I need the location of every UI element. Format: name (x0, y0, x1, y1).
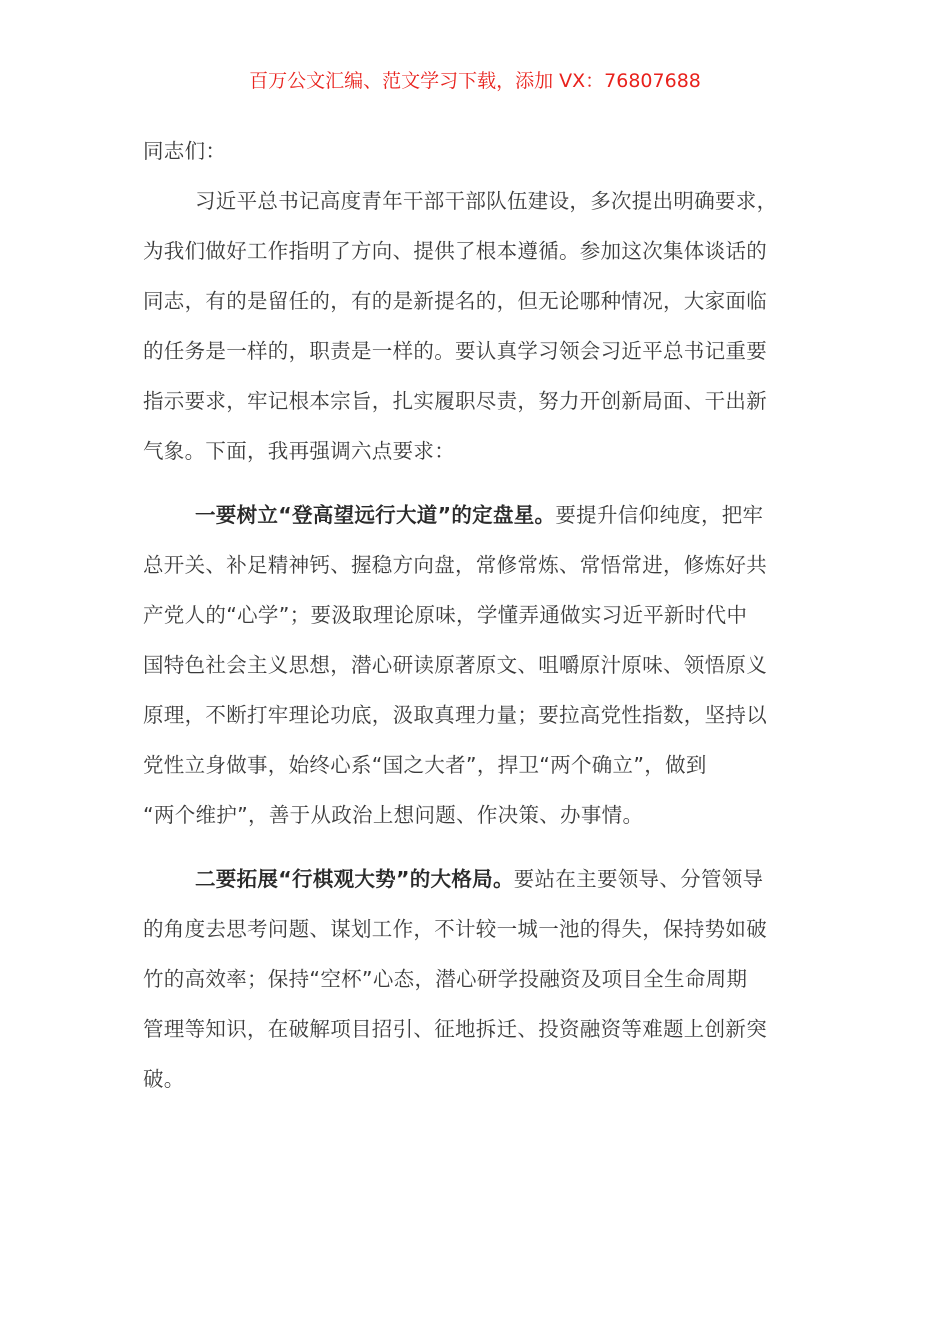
point-1-paragraph (143, 500, 803, 850)
paragraph-text: 要站在主要领导、分管领导 (513, 867, 764, 891)
paragraph-line (143, 500, 803, 550)
paragraph-line: 国特色社会主义思想，潜心研读原著原文、咀嚼原汁原味、领悟原义 (143, 653, 767, 677)
intro-paragraph (143, 186, 803, 486)
paragraph-line: 指示要求，牢记根本宗旨，扎实履职尽责，努力开创新局面、干出新 (143, 389, 767, 413)
paragraph-line: 的任务是一样的，职责是一样的。要认真学习领会习近平总书记重要 (143, 339, 767, 363)
paragraph-line: 总开关、补足精神钙、握稳方向盘，常修常炼、常悟常进，修炼好共 (143, 553, 767, 577)
paragraph-line: 为我们做好工作指明了方向、提供了根本遵循。参加这次集体谈话的 (143, 239, 767, 263)
paragraph-line: 习近平总书记高度青年干部干部队伍建设，多次提出明确要求， (195, 189, 778, 213)
paragraph-line (143, 864, 803, 914)
paragraph-text: 要提升信仰纯度，把牢 (555, 503, 764, 527)
point-2-paragraph (143, 864, 803, 1114)
paragraph-line: 的角度去思考问题、谋划工作，不计较一城一池的得失，保持势如破 (143, 917, 767, 941)
paragraph-line: 产党人的“心学”；要汲取理论原味，学懂弄通做实习近平新时代中 (143, 603, 748, 627)
paragraph-line: “两个维护”，善于从政治上想问题、作决策、办事情。 (143, 803, 644, 827)
paragraph-line: 党性立身做事，始终心系“国之大者”，捍卫“两个确立”，做到 (143, 753, 707, 777)
point-1-heading: 一要树立“登高望远行大道”的定盘星。 (195, 503, 556, 527)
paragraph-line: 竹的高效率；保持“空杯”心态，潜心研学投融资及项目全生命周期 (143, 967, 748, 991)
paragraph-line: 管理等知识，在破解项目招引、征地拆迁、投资融资等难题上创新突 (143, 1017, 767, 1041)
salutation: 同志们： (143, 139, 227, 163)
watermark-header: 百万公文汇编、范文学习下载，添加 VX：76807688 (249, 70, 701, 92)
document-body (143, 136, 803, 1114)
paragraph-line: 同志，有的是留任的，有的是新提名的，但无论哪种情况，大家面临 (143, 289, 767, 313)
paragraph-line: 原理，不断打牢理论功底，汲取真理力量；要拉高党性指数，坚持以 (143, 703, 767, 727)
paragraph-line: 破。 (143, 1067, 185, 1091)
paragraph-line: 气象。下面，我再强调六点要求： (143, 439, 455, 463)
point-2-heading: 二要拓展“行棋观大势”的大格局。 (195, 867, 514, 891)
